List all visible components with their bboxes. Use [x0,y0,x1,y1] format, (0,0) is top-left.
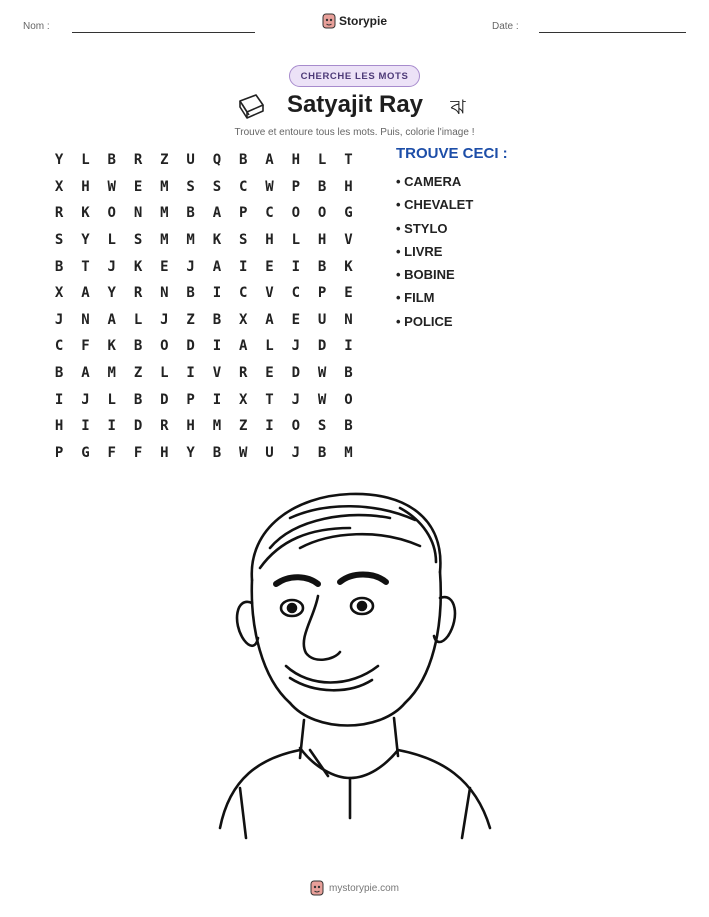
grid-cell[interactable]: W [317,391,327,408]
grid-cell[interactable]: O [160,338,169,355]
grid-cell[interactable]: L [291,232,301,249]
page-title: Satyajit Ray [286,91,424,118]
word-search-grid[interactable] [46,147,362,466]
grid-cell[interactable]: N [133,205,143,222]
grid-cell[interactable]: H [160,444,169,461]
grid-cell[interactable]: B [344,365,353,382]
grid-cell[interactable]: R [160,418,169,435]
grid-cell[interactable]: I [212,338,222,355]
grid-cell[interactable]: N [81,311,90,328]
grid-cell[interactable]: N [344,311,353,328]
grid-cell[interactable]: Y [107,285,116,302]
grid-cell[interactable]: X [239,391,248,408]
grid-cell[interactable]: O [107,205,116,222]
grid-cell[interactable]: B [212,444,222,461]
grid-cell[interactable]: S [54,232,64,249]
grid-cell[interactable]: A [265,152,274,169]
word-list-item: • LIVRE [396,240,473,263]
grid-cell[interactable]: B [186,285,195,302]
grid-cell[interactable]: C [239,285,248,302]
grid-cell[interactable]: H [265,232,274,249]
grid-cell[interactable]: W [107,178,116,195]
grid-cell[interactable]: L [107,232,116,249]
grid-cell[interactable]: I [212,391,222,408]
grid-cell[interactable]: V [212,365,222,382]
grid-cell[interactable]: B [344,418,353,435]
brand-name: Storypie [339,14,388,28]
grid-cell[interactable]: E [160,258,169,275]
grid-cell[interactable]: A [81,285,90,302]
grid-cell[interactable]: L [133,311,143,328]
grid-cell[interactable]: O [291,418,301,435]
grid-cell[interactable]: X [54,285,64,302]
grid-cell[interactable]: I [344,338,353,355]
word-list [396,170,473,333]
word-list-item: • BOBINE [396,263,473,286]
grid-cell[interactable]: Y [54,152,64,169]
grid-cell[interactable]: D [317,338,327,355]
grid-cell[interactable]: M [212,418,222,435]
satyajit-ray-portrait-icon [200,488,510,848]
grid-cell[interactable]: W [265,178,274,195]
grid-cell[interactable]: D [291,365,301,382]
name-label: Nom : [23,21,50,32]
grid-cell[interactable]: J [291,444,301,461]
grid-cell[interactable]: M [186,232,195,249]
grid-cell[interactable]: A [107,311,116,328]
grid-cell[interactable]: A [81,365,90,382]
grid-cell[interactable]: Z [186,311,195,328]
grid-cell[interactable]: U [186,152,195,169]
grid-cell[interactable]: H [344,178,353,195]
word-list-item: • CHEVALET [396,193,473,216]
date-line[interactable] [539,32,686,33]
grid-cell[interactable]: O [317,205,327,222]
grid-cell[interactable]: Y [81,232,90,249]
word-list-title: TROUVE CECI : [396,145,508,162]
grid-cell[interactable]: V [344,232,353,249]
grid-cell[interactable]: Y [186,444,195,461]
grid-cell[interactable]: J [81,391,90,408]
grid-cell[interactable]: J [54,311,64,328]
grid-cell[interactable]: W [317,365,327,382]
grid-cell[interactable]: I [81,418,90,435]
grid-cell[interactable]: B [107,152,116,169]
grid-cell[interactable]: B [54,258,64,275]
grid-cell[interactable]: G [81,444,90,461]
grid-cell[interactable]: B [212,311,222,328]
bengali-letter-icon [447,94,469,118]
grid-cell[interactable]: M [160,232,169,249]
grid-cell[interactable]: B [317,258,327,275]
grid-cell[interactable]: J [291,391,301,408]
grid-cell[interactable]: R [54,205,64,222]
grid-cell[interactable]: B [133,338,143,355]
grid-cell[interactable]: U [317,311,327,328]
grid-cell[interactable]: H [317,232,327,249]
grid-cell[interactable]: K [133,258,143,275]
grid-cell[interactable]: J [160,311,169,328]
grid-cell[interactable]: E [344,285,353,302]
grid-cell[interactable]: J [291,338,301,355]
grid-cell[interactable]: F [133,444,143,461]
grid-cell[interactable]: T [344,152,353,169]
storypie-logo-icon [322,13,336,29]
word-list-item: • CAMERA [396,170,473,193]
grid-cell[interactable]: M [160,178,169,195]
grid-cell[interactable]: T [81,258,90,275]
footer-url[interactable]: mystorypie.com [328,882,399,894]
grid-cell[interactable]: E [265,365,274,382]
puzzle-type-badge: CHERCHE LES MOTS [289,65,420,87]
grid-cell[interactable]: B [317,444,327,461]
grid-cell[interactable]: C [54,338,64,355]
grid-cell[interactable]: E [291,311,301,328]
grid-cell[interactable]: B [133,391,143,408]
grid-cell[interactable]: U [265,444,274,461]
grid-cell[interactable]: O [344,391,353,408]
grid-cell[interactable]: G [344,205,353,222]
grid-cell[interactable]: K [81,205,90,222]
grid-cell[interactable]: X [239,311,248,328]
grid-cell[interactable]: I [291,258,301,275]
grid-cell[interactable]: P [317,285,327,302]
grid-cell[interactable]: K [107,338,116,355]
grid-cell[interactable]: J [107,258,116,275]
grid-cell[interactable]: V [265,285,274,302]
footer [0,880,709,896]
grid-cell[interactable]: D [133,418,143,435]
grid-cell[interactable]: L [107,391,116,408]
grid-cell[interactable]: Z [160,152,169,169]
grid-cell[interactable]: L [317,152,327,169]
grid-cell[interactable]: S [133,232,143,249]
grid-cell[interactable]: R [133,285,143,302]
grid-cell[interactable]: A [212,258,222,275]
grid-cell[interactable]: A [212,205,222,222]
grid-cell[interactable]: M [160,205,169,222]
grid-cell[interactable]: L [160,365,169,382]
grid-cell[interactable]: K [212,232,222,249]
grid-cell[interactable]: I [107,418,116,435]
grid-cell[interactable]: P [239,205,248,222]
grid-cell[interactable]: C [291,285,301,302]
grid-cell[interactable]: A [265,311,274,328]
grid-cell[interactable]: S [212,178,222,195]
grid-cell[interactable]: I [186,365,195,382]
grid-cell[interactable]: I [265,418,274,435]
grid-cell[interactable]: J [186,258,195,275]
grid-cell[interactable]: Q [212,152,222,169]
grid-cell[interactable]: I [212,285,222,302]
grid-cell[interactable]: E [133,178,143,195]
word-list-item: • STYLO [396,217,473,240]
instructions: Trouve et entoure tous les mots. Puis, colorie l'image ! [234,127,475,138]
grid-cell[interactable]: S [186,178,195,195]
grid-cell[interactable]: W [239,444,248,461]
grid-cell[interactable]: H [54,418,64,435]
grid-cell[interactable]: L [81,152,90,169]
grid-cell[interactable]: C [265,205,274,222]
grid-cell[interactable]: N [160,285,169,302]
grid-cell[interactable]: P [186,391,195,408]
date-label: Date : [492,21,519,32]
grid-cell[interactable]: H [291,152,301,169]
grid-cell[interactable]: M [344,444,353,461]
grid-cell[interactable]: B [239,152,248,169]
grid-cell[interactable]: R [239,365,248,382]
grid-cell[interactable]: B [54,365,64,382]
grid-cell[interactable]: P [291,178,301,195]
grid-cell[interactable]: F [81,338,90,355]
grid-cell[interactable]: F [107,444,116,461]
grid-cell[interactable]: Z [239,418,248,435]
grid-cell[interactable]: L [265,338,274,355]
grid-cell[interactable]: B [186,205,195,222]
grid-cell[interactable]: R [133,152,143,169]
brand [322,13,387,29]
grid-cell[interactable]: K [344,258,353,275]
grid-cell[interactable]: B [317,178,327,195]
grid-cell[interactable]: C [239,178,248,195]
grid-cell[interactable]: H [81,178,90,195]
grid-cell[interactable]: M [107,365,116,382]
grid-cell[interactable]: S [317,418,327,435]
grid-cell[interactable]: H [186,418,195,435]
grid-cell[interactable]: I [239,258,248,275]
grid-cell[interactable]: D [186,338,195,355]
bengali-letter: ঝ [450,95,466,118]
grid-cell[interactable]: T [265,391,274,408]
word-list-item: • POLICE [396,310,473,333]
storypie-logo-icon [310,880,324,896]
grid-cell[interactable]: Z [133,365,143,382]
word-list-item: • FILM [396,286,473,309]
grid-cell[interactable]: X [54,178,64,195]
grid-cell[interactable]: A [239,338,248,355]
grid-cell[interactable]: S [239,232,248,249]
grid-cell[interactable]: E [265,258,274,275]
name-line[interactable] [72,32,255,33]
grid-cell[interactable]: I [54,391,64,408]
grid-cell[interactable]: O [291,205,301,222]
grid-cell[interactable]: D [160,391,169,408]
grid-cell[interactable]: P [54,444,64,461]
